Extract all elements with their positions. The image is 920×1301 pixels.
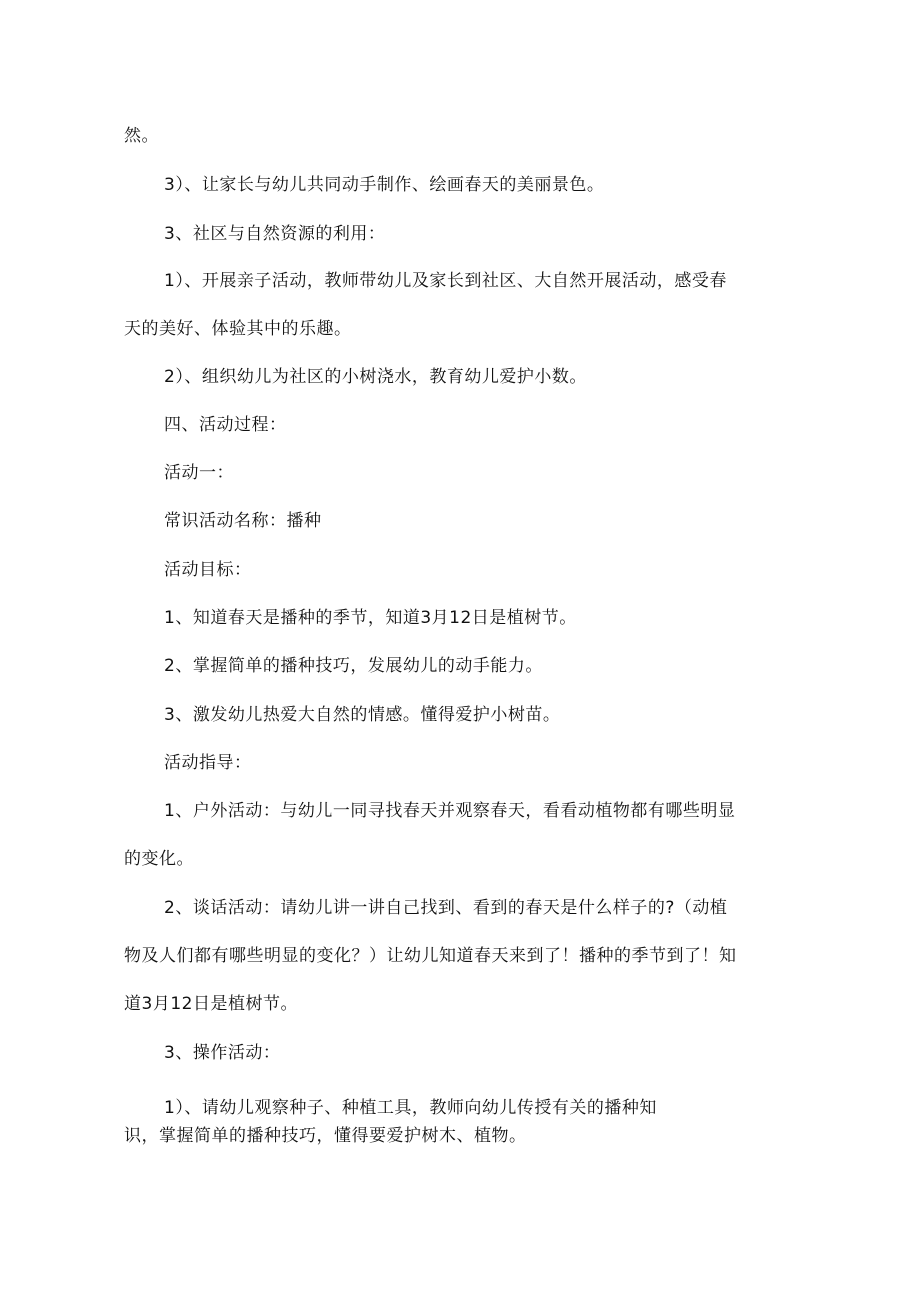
text-line: 物及人们都有哪些明显的变化？）让幼儿知道春天来到了！播种的季节到了！知: [124, 946, 737, 966]
section-heading: 四、活动过程：: [164, 415, 287, 435]
text-line: 1、户外活动：与幼儿一同寻找春天并观察春天，看看动植物都有哪些明显: [164, 801, 736, 821]
text-line: 1）、开展亲子活动，教师带幼儿及家长到社区、大自然开展活动，感受春: [164, 271, 727, 291]
text-line: 活动指导：: [164, 753, 252, 773]
text-line: 道3月12日是植树节。: [124, 994, 298, 1014]
text-line: 的变化。: [124, 849, 194, 869]
text-line: 1、知道春天是播种的季节，知道3月12日是植树节。: [164, 608, 577, 628]
text-line: 3、社区与自然资源的利用：: [164, 224, 386, 244]
text-line: 活动目标：: [164, 560, 252, 580]
text-line: 活动一：: [164, 463, 234, 483]
text-line: 3、操作活动：: [164, 1043, 281, 1063]
text-line: 然。: [124, 126, 159, 146]
text-line: 3）、让家长与幼儿共同动手制作、绘画春天的美丽景色。: [164, 175, 605, 195]
text-line: 2、掌握简单的播种技巧，发展幼儿的动手能力。: [164, 656, 543, 676]
text-line: 常识活动名称：播种: [164, 511, 322, 531]
text-line: 识，掌握简单的播种技巧，懂得要爱护树木、植物。: [124, 1126, 527, 1146]
text-line: 天的美好、体验其中的乐趣。: [124, 319, 352, 339]
text-line: 1）、请幼儿观察种子、种植工具，教师向幼儿传授有关的播种知: [164, 1098, 657, 1118]
text-line: 2、谈话活动：请幼儿讲一讲自己找到、看到的春天是什么样子的?（动植: [164, 898, 728, 918]
text-line: 2）、组织幼儿为社区的小树浇水，教育幼儿爱护小数。: [164, 367, 587, 387]
text-line: 3、激发幼儿热爱大自然的情感。懂得爱护小树苗。: [164, 705, 561, 725]
